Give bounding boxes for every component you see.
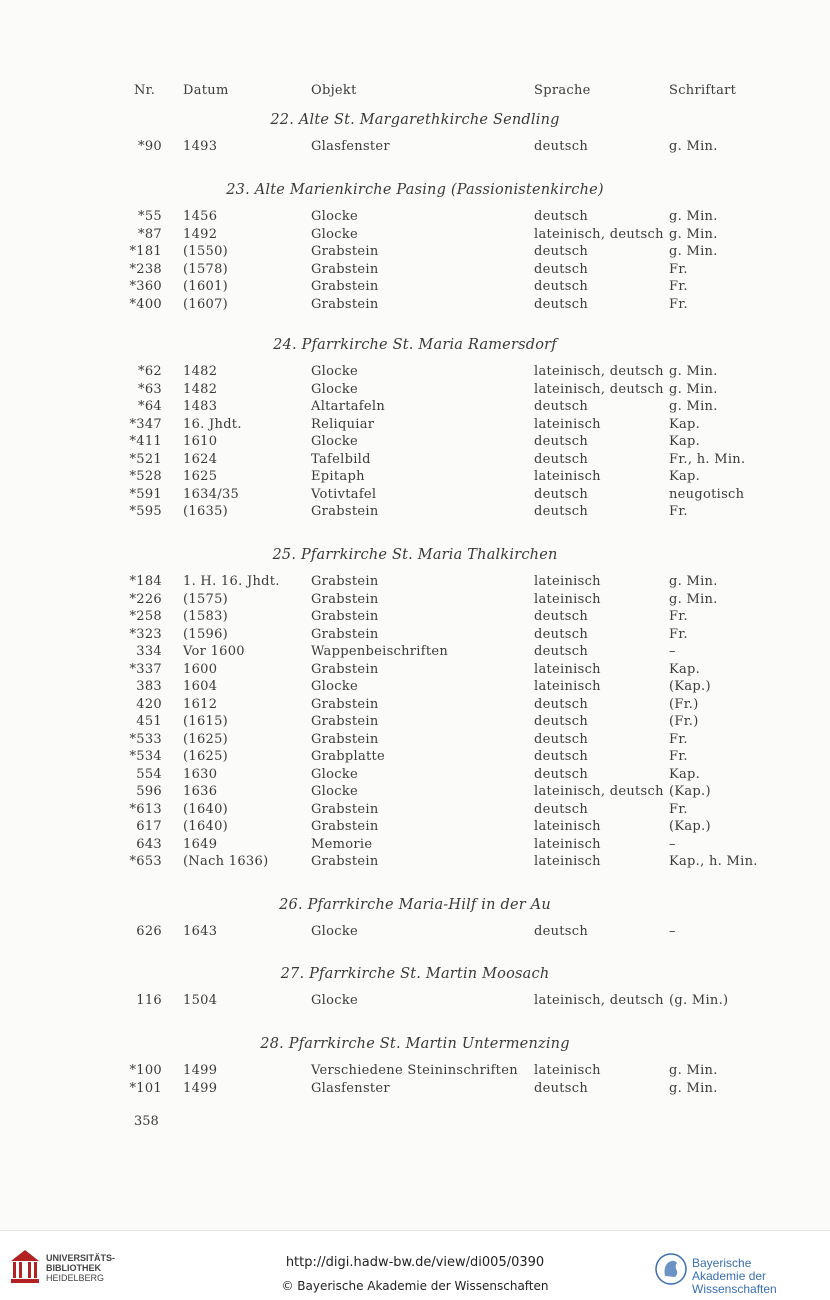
entry-date: 1504 [183, 993, 218, 1008]
table-row [0, 226, 830, 244]
entry-number: *337 [129, 661, 162, 677]
entry-number: *591 [129, 486, 162, 502]
entry-language: deutsch [534, 609, 589, 624]
entry-date: (1635) [183, 504, 229, 519]
entry-language: deutsch [534, 434, 589, 449]
entry-number: *62 [138, 364, 162, 379]
entry-date: (1640) [183, 819, 229, 834]
table-row [0, 696, 830, 714]
entry-object: Grabstein [311, 696, 379, 712]
entry-script: Kap., h. Min. [669, 854, 758, 869]
table-row [0, 818, 830, 836]
entry-language: deutsch [534, 731, 589, 747]
section-title: 22. Alte St. Margarethkirche Sendling [270, 112, 560, 128]
entry-number: *595 [129, 504, 162, 519]
entry-language: lateinisch, deutsch [534, 381, 664, 397]
entry-object: Grabstein [311, 504, 379, 519]
entry-date: 1482 [183, 381, 218, 397]
entry-object: Grabstein [311, 591, 379, 607]
entry-date: (1575) [183, 591, 229, 607]
entry-number: 617 [136, 819, 162, 834]
table-row [0, 626, 830, 644]
entry-date: (1550) [183, 244, 229, 259]
section-title: 23. Alte Marienkirche Pasing (Passionistenkirche) [226, 182, 604, 198]
entry-language: deutsch [534, 749, 589, 764]
entry-object: Grabstein [311, 574, 379, 589]
entry-script: g. Min. [669, 226, 718, 242]
table-row [0, 801, 830, 819]
table-row [0, 853, 830, 871]
entry-object: Glocke [311, 381, 359, 397]
table-row [0, 643, 830, 661]
entry-date: 1483 [183, 399, 218, 414]
table-row [0, 398, 830, 416]
entry-script: g. Min. [669, 381, 718, 397]
entry-date: 1624 [183, 451, 218, 467]
entry-language: deutsch [534, 766, 589, 782]
table-row [0, 208, 830, 226]
table-row [0, 451, 830, 469]
entry-date: 1636 [183, 784, 218, 799]
entry-language: deutsch [534, 261, 589, 277]
academy-label: Bayerische Akademie der Wissenschaften [692, 1256, 777, 1296]
copyright-notice: © Bayerische Akademie der Wissenschaften [281, 1279, 549, 1293]
entry-language: lateinisch [534, 679, 601, 694]
table-row [0, 661, 830, 679]
entry-object: Glocke [311, 924, 359, 939]
table-row [0, 433, 830, 451]
entry-script: Fr. [669, 626, 688, 642]
entry-script: g. Min. [669, 1080, 718, 1096]
entry-object: Wappenbeischriften [311, 644, 449, 659]
entry-number: *613 [129, 801, 162, 817]
entry-number: *323 [129, 626, 162, 642]
entry-script: Fr. [669, 731, 688, 747]
entry-date: 1634/35 [183, 486, 240, 502]
entry-script: (Kap.) [669, 679, 711, 694]
entry-number: 116 [136, 993, 162, 1008]
entry-language: lateinisch [534, 469, 601, 484]
entry-script: Fr. [669, 749, 688, 764]
table-row [0, 363, 830, 381]
section-title: 28. Pfarrkirche St. Martin Untermenzing [260, 1036, 570, 1052]
entry-object: Glocke [311, 364, 359, 379]
entry-object: Grabstein [311, 819, 379, 834]
header-sprache: Sprache [534, 83, 591, 98]
entry-number: 420 [136, 696, 162, 712]
entry-object: Votivtafel [311, 486, 377, 502]
entry-script: Kap. [669, 416, 701, 432]
entry-script: Fr. [669, 504, 688, 519]
table-row [0, 836, 830, 854]
entry-number: *521 [129, 451, 162, 467]
entry-language: lateinisch, deutsch [534, 364, 664, 379]
table-row [0, 923, 830, 941]
entry-language: lateinisch, deutsch [534, 226, 664, 242]
entry-date: (1615) [183, 714, 229, 729]
table-row [0, 503, 830, 521]
table-row [0, 608, 830, 626]
table-row [0, 678, 830, 696]
section-title: 27. Pfarrkirche St. Martin Moosach [280, 966, 550, 982]
table-row [0, 766, 830, 784]
table-row [0, 992, 830, 1010]
entry-date: Vor 1600 [183, 644, 245, 659]
entry-object: Glasfenster [311, 139, 390, 154]
entry-date: 16. Jhdt. [183, 416, 242, 432]
entry-language: lateinisch [534, 854, 601, 869]
entry-number: *55 [138, 209, 162, 224]
source-url-link[interactable]: http://digi.hadw-bw.de/view/di005/0390 [285, 1255, 545, 1270]
entry-language: deutsch [534, 139, 589, 154]
table-row [0, 468, 830, 486]
entry-number: *653 [129, 854, 162, 869]
entry-language: deutsch [534, 644, 589, 659]
entry-language: deutsch [534, 296, 589, 312]
entry-script: g. Min. [669, 399, 718, 414]
entry-number: 596 [136, 784, 162, 799]
entry-language: lateinisch [534, 591, 601, 607]
entry-script: (g. Min.) [669, 993, 729, 1008]
entry-date: (1625) [183, 749, 229, 764]
entry-object: Epitaph [311, 469, 365, 484]
entry-object: Grabstein [311, 801, 379, 817]
entry-number: *90 [138, 139, 162, 154]
entry-date: 1612 [183, 696, 218, 712]
entry-object: Glasfenster [311, 1080, 390, 1096]
entry-number: *528 [129, 469, 162, 484]
table-row [0, 243, 830, 261]
entry-language: lateinisch [534, 1063, 601, 1078]
entry-number: *360 [129, 279, 162, 294]
entry-script: Fr. [669, 279, 688, 294]
entry-date: 1. H. 16. Jhdt. [183, 574, 280, 589]
entry-object: Grabstein [311, 609, 379, 624]
entry-language: deutsch [534, 626, 589, 642]
entry-language: deutsch [534, 209, 589, 224]
entry-date: 1499 [183, 1063, 218, 1078]
entry-language: deutsch [534, 451, 589, 467]
header-nr: Nr. [134, 83, 156, 98]
entry-number: 383 [136, 679, 162, 694]
table-row [0, 278, 830, 296]
entry-script: (Kap.) [669, 784, 711, 799]
entry-script: (Kap.) [669, 819, 711, 834]
entry-number: 554 [136, 766, 162, 782]
entry-date: 1493 [183, 139, 218, 154]
table-row [0, 573, 830, 591]
entry-script: g. Min. [669, 209, 718, 224]
entry-script: (Fr.) [669, 714, 699, 729]
entry-object: Grabstein [311, 714, 379, 729]
entry-number: *184 [129, 574, 162, 589]
entry-object: Grabstein [311, 244, 379, 259]
entry-date: (1601) [183, 279, 229, 294]
footer [0, 1230, 830, 1300]
entry-script: Kap. [669, 661, 701, 677]
entry-date: (1640) [183, 801, 229, 817]
entry-object: Grabstein [311, 626, 379, 642]
entry-script: Fr. [669, 609, 688, 624]
entry-number: *87 [138, 226, 162, 242]
entry-object: Glocke [311, 766, 359, 782]
entry-script: g. Min. [669, 364, 718, 379]
entry-object: Grabstein [311, 261, 379, 277]
entry-date: (1625) [183, 731, 229, 747]
entry-object: Memorie [311, 836, 373, 852]
header-datum: Datum [183, 83, 229, 98]
entry-object: Altartafeln [311, 399, 386, 414]
entry-number: *101 [129, 1080, 162, 1096]
header-schriftart: Schriftart [669, 83, 737, 98]
entry-number: *533 [129, 731, 162, 747]
entry-number: *226 [129, 591, 162, 607]
entry-date: 1482 [183, 364, 218, 379]
entry-number: *63 [138, 381, 162, 397]
entry-number: 643 [136, 836, 162, 852]
entry-script: g. Min. [669, 139, 718, 154]
entry-date: 1604 [183, 679, 218, 694]
entry-number: *411 [129, 434, 162, 449]
entry-language: lateinisch [534, 836, 601, 852]
entry-object: Glocke [311, 679, 359, 694]
entry-object: Verschiedene Steininschriften [311, 1063, 518, 1078]
entry-script: g. Min. [669, 1063, 718, 1078]
entry-date: 1643 [183, 924, 218, 939]
entry-language: deutsch [534, 924, 589, 939]
entry-object: Grabstein [311, 731, 379, 747]
entry-number: *238 [129, 261, 162, 277]
entry-script: Fr., h. Min. [669, 451, 746, 467]
entry-language: lateinisch [534, 574, 601, 589]
entry-object: Glocke [311, 784, 359, 799]
entry-language: deutsch [534, 486, 589, 502]
entry-date: 1492 [183, 226, 218, 242]
entry-language: deutsch [534, 504, 589, 519]
entry-date: (Nach 1636) [183, 854, 269, 869]
table-row [0, 591, 830, 609]
table-row [0, 296, 830, 314]
table-row [0, 731, 830, 749]
entry-object: Grabstein [311, 279, 379, 294]
table-row [0, 783, 830, 801]
entry-language: deutsch [534, 279, 589, 294]
entry-language: lateinisch [534, 819, 601, 834]
entry-number: *64 [138, 399, 162, 414]
table-row [0, 748, 830, 766]
entry-script: g. Min. [669, 244, 718, 259]
academy-lion-logo-icon[interactable] [654, 1251, 688, 1287]
table-row [0, 713, 830, 731]
entry-date: (1596) [183, 626, 229, 642]
entry-object: Reliquiar [311, 416, 375, 432]
entry-object: Glocke [311, 209, 359, 224]
entry-script: neugotisch [669, 486, 745, 502]
entry-script: – [669, 644, 676, 659]
section-title: 26. Pfarrkirche Maria-Hilf in der Au [279, 897, 551, 913]
entry-language: deutsch [534, 696, 589, 712]
table-row [0, 486, 830, 504]
table-row [0, 138, 830, 156]
section-title: 25. Pfarrkirche St. Maria Thalkirchen [272, 547, 558, 563]
table-row [0, 416, 830, 434]
entry-object: Grabstein [311, 296, 379, 312]
entry-object: Glocke [311, 226, 359, 242]
entry-script: – [669, 836, 676, 852]
entry-script: Fr. [669, 296, 688, 312]
entry-object: Grabstein [311, 661, 379, 677]
entry-script: Kap. [669, 434, 701, 449]
entry-language: deutsch [534, 244, 589, 259]
entry-number: *347 [129, 416, 162, 432]
entry-date: (1607) [183, 296, 229, 312]
entry-date: 1456 [183, 209, 218, 224]
entry-date: 1649 [183, 836, 218, 852]
entry-object: Glocke [311, 993, 359, 1008]
table-row [0, 261, 830, 279]
entry-date: 1600 [183, 661, 218, 677]
entry-script: Kap. [669, 469, 701, 484]
entry-date: 1630 [183, 766, 218, 782]
section-title: 24. Pfarrkirche St. Maria Ramersdorf [273, 337, 557, 353]
entry-language: deutsch [534, 714, 589, 729]
entry-number: *100 [129, 1063, 162, 1078]
entry-object: Grabstein [311, 854, 379, 869]
entry-date: 1610 [183, 434, 218, 449]
table-row [0, 381, 830, 399]
entry-language: lateinisch [534, 661, 601, 677]
entry-script: (Fr.) [669, 696, 699, 712]
university-library-label: UNIVERSITÄTS- BIBLIOTHEK HEIDELBERG [46, 1253, 116, 1283]
entry-script: g. Min. [669, 574, 718, 589]
column-header-row [0, 82, 830, 100]
entry-date: (1578) [183, 261, 229, 277]
entry-number: *181 [129, 244, 162, 259]
entry-language: lateinisch, deutsch [534, 993, 664, 1008]
entry-number: 626 [136, 924, 162, 939]
table-row [0, 1080, 830, 1098]
table-row [0, 1062, 830, 1080]
entry-language: lateinisch [534, 416, 601, 432]
entry-object: Grabplatte [311, 749, 386, 764]
entry-date: (1583) [183, 609, 229, 624]
entry-script: Fr. [669, 801, 688, 817]
entry-script: Fr. [669, 261, 688, 277]
entry-language: deutsch [534, 801, 589, 817]
entry-date: 1625 [183, 469, 218, 484]
entry-language: deutsch [534, 399, 589, 414]
entry-number: 334 [136, 644, 162, 659]
entry-number: 451 [136, 714, 162, 729]
entry-script: g. Min. [669, 591, 718, 607]
entry-date: 1499 [183, 1080, 218, 1096]
entry-language: deutsch [534, 1080, 589, 1096]
entry-script: Kap. [669, 766, 701, 782]
entry-script: – [669, 924, 676, 939]
entry-object: Tafelbild [311, 451, 371, 467]
entry-number: *534 [129, 749, 162, 764]
page-number: 358 [134, 1114, 159, 1129]
entry-language: lateinisch, deutsch [534, 784, 664, 799]
entry-object: Glocke [311, 434, 359, 449]
entry-number: *400 [129, 296, 162, 312]
header-objekt: Objekt [311, 83, 357, 98]
entry-number: *258 [129, 609, 162, 624]
